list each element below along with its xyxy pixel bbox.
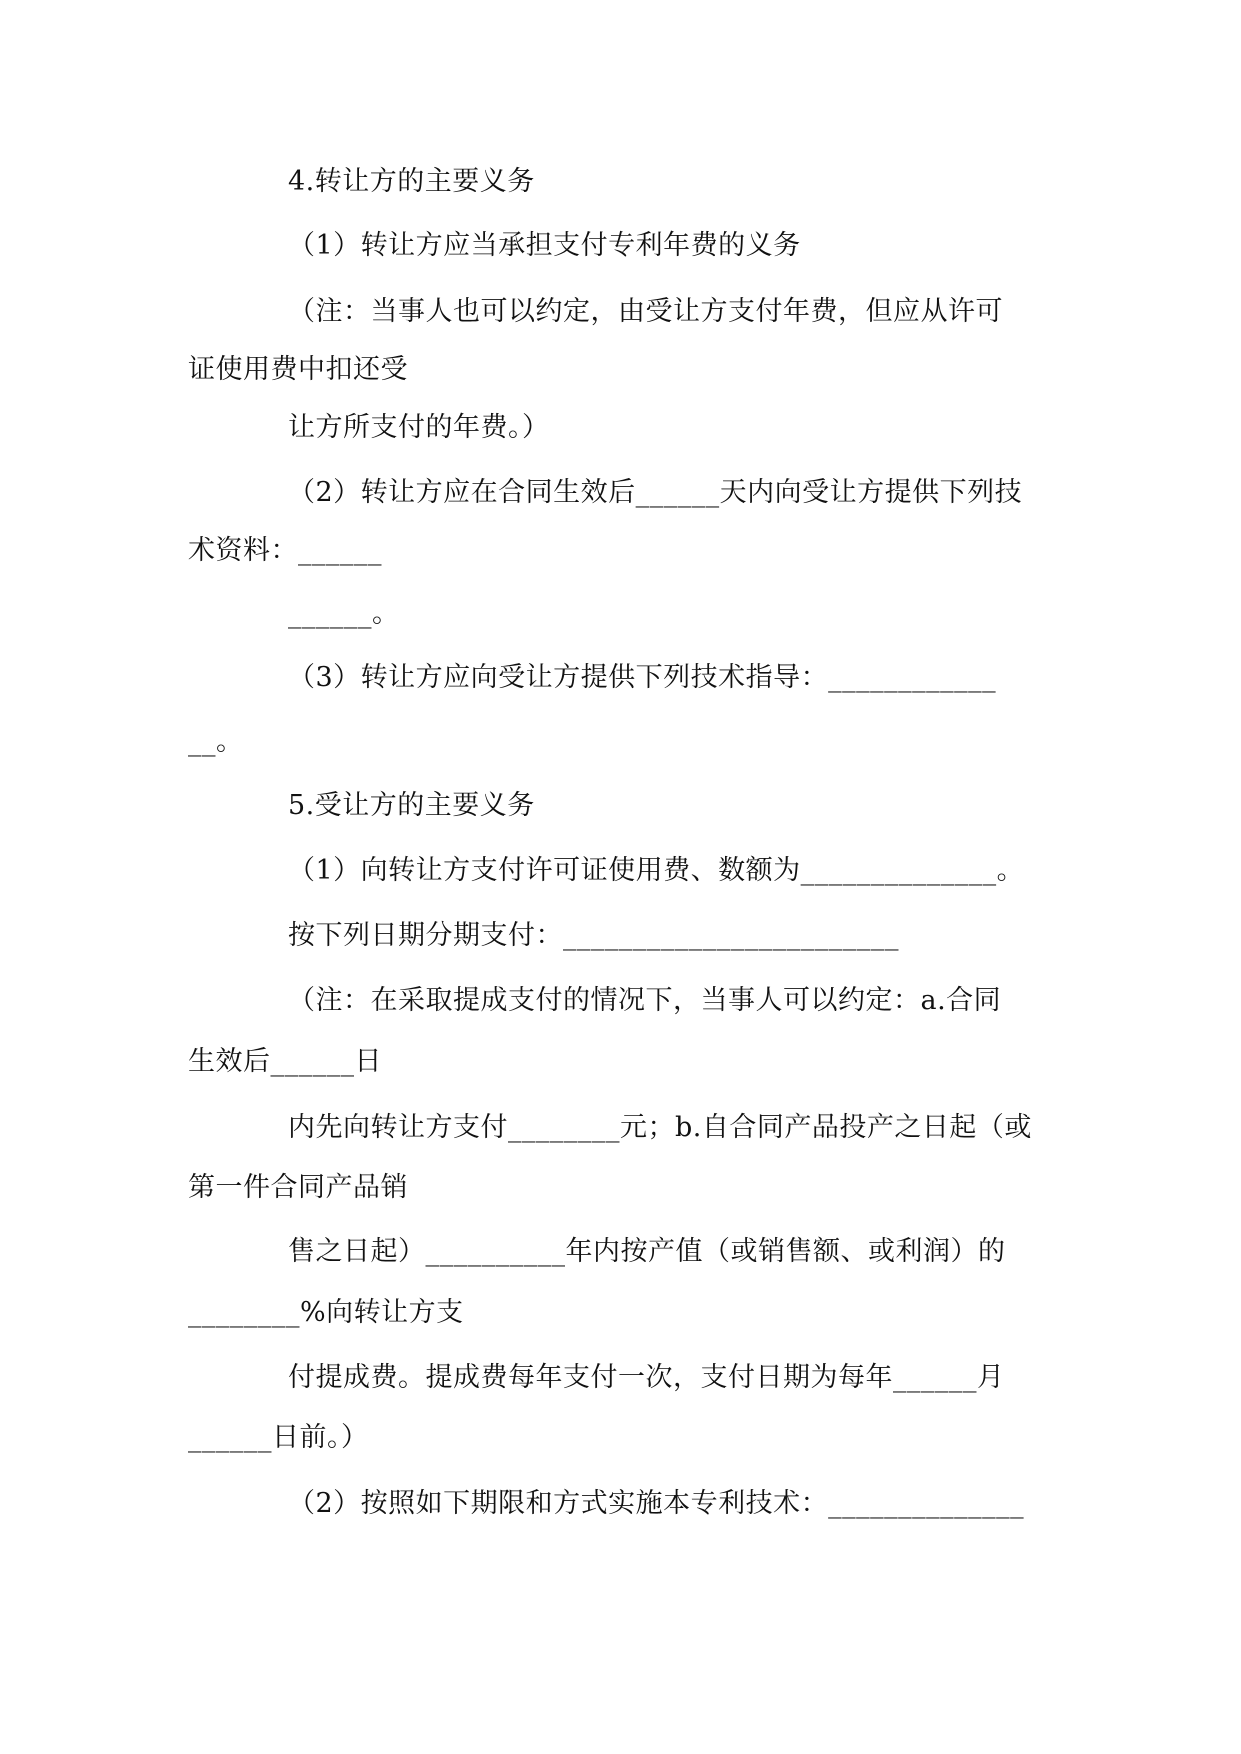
clause-2-tech-materials: （2）转让方应在合同生效后______天内向受让方提供下列技 [288,477,1023,508]
note-line-1: （注：当事人也可以约定，由受让方支付年费，但应从许可 [288,296,1003,327]
royalty-note-line-5: 售之日起）__________年内按产值（或销售额、或利润）的 [288,1236,1006,1267]
royalty-note-line-7: 付提成费。提成费每年支付一次，支付日期为每年______月 [288,1362,1005,1393]
royalty-note-line-8: ______日前。） [188,1422,369,1453]
clause-2-blank-end: ______。 [288,598,400,629]
royalty-note-line-6: ________%向转让方支 [188,1297,464,1328]
clause-1-license-fee: （1）向转让方支付许可证使用费、数额为______________。 [288,855,1025,886]
clause-2-continued: 术资料：______ [188,535,382,566]
clause-3-blank-end: __。 [188,726,244,757]
royalty-note-line-3: 内先向转让方支付________元；b.自合同产品投产之日起（或 [288,1112,1032,1143]
note-line-3: 让方所支付的年费。） [288,412,550,443]
note-line-2: 证使用费中扣还受 [188,354,408,385]
royalty-note-line-4: 第一件合同产品销 [188,1172,408,1203]
royalty-note-line-2: 生效后______日 [188,1046,382,1077]
installment-dates-line: 按下列日期分期支付：________________________ [288,920,899,951]
clause-3-tech-guidance: （3）转让方应向受让方提供下列技术指导：____________ [288,662,997,693]
royalty-note-line-1: （注：在采取提成支付的情况下，当事人可以约定：a.合同 [288,985,1002,1016]
clause-1-patent-fee: （1）转让方应当承担支付专利年费的义务 [288,230,801,261]
section-heading-transferee-obligations: 5.受让方的主要义务 [288,790,535,821]
clause-2-implementation: （2）按照如下期限和方式实施本专利技术：______________ [288,1488,1025,1519]
section-heading-transferor-obligations: 4.转让方的主要义务 [288,166,535,197]
